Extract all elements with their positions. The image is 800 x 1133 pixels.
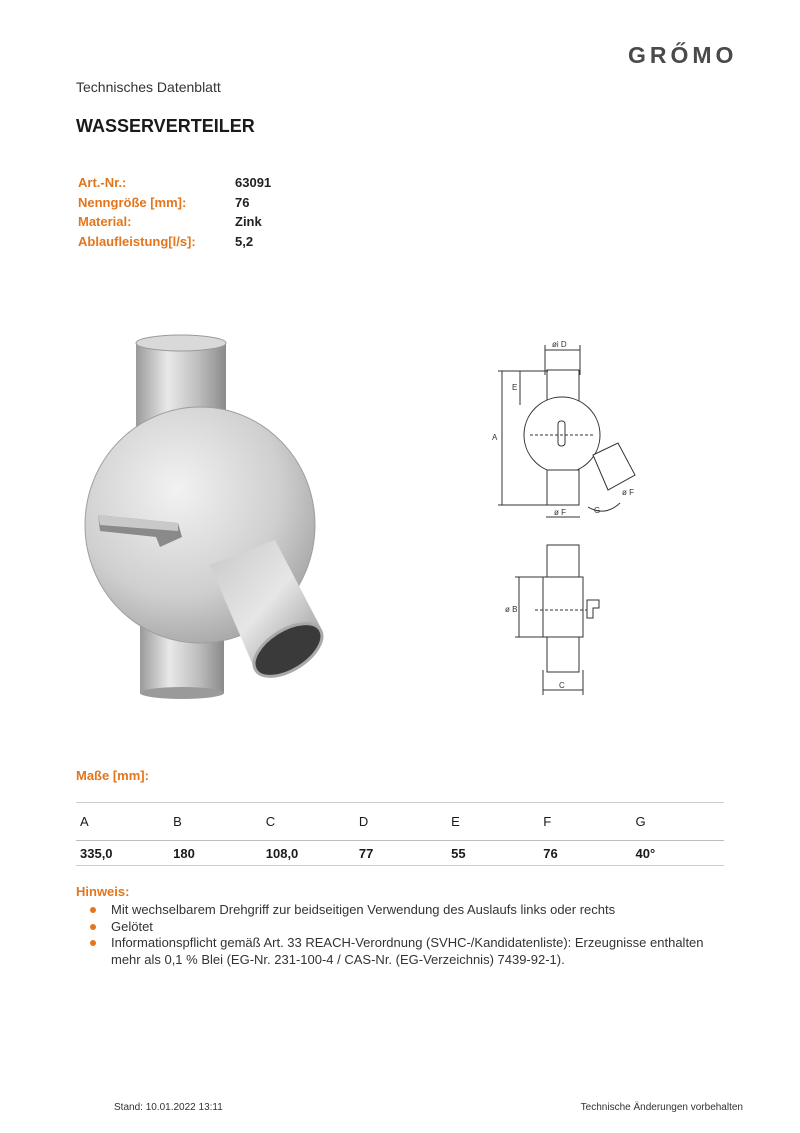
list-item	[90, 902, 710, 919]
notes-title: Hinweis:	[76, 884, 130, 899]
spec-value: Zink	[235, 214, 262, 229]
table-header-cell: B	[169, 803, 262, 841]
note-text: Informationspflicht gemäß Art. 33 REACH-Verordnung (SVHC-/Kandidatenliste): Erzeugnisse enthalten mehr als 0,1 % Blei (EG-Nr. 231-100-4 / CAS-Nr. (EG-Verzeichnis) 7439-92-1).	[111, 935, 704, 967]
table-cell: 76	[539, 841, 631, 866]
page-title: WASSERVERTEILER	[76, 116, 255, 136]
table-cell: 40°	[631, 841, 724, 866]
table-cell: 108,0	[262, 841, 355, 866]
table-cell: 55	[447, 841, 539, 866]
footer-note: Technische Änderungen vorbehalten	[580, 1102, 743, 1113]
document-type: Technisches Datenblatt	[76, 79, 221, 95]
table-row	[76, 841, 724, 866]
spec-value: 76	[235, 194, 250, 210]
table-header-row	[76, 803, 724, 841]
brand-logo: GRŐMO	[628, 42, 738, 68]
drawing-label-g: G	[594, 506, 601, 515]
product-photo	[60, 325, 360, 705]
dimensions-title: Maße [mm]:	[76, 768, 149, 783]
drawing-label-c: C	[559, 681, 565, 690]
list-item	[90, 919, 710, 936]
notes-list	[90, 902, 710, 968]
drawing-label-d: øi D	[552, 340, 567, 349]
table-cell: 335,0	[76, 841, 169, 866]
bullet-icon	[90, 907, 96, 913]
list-item	[90, 935, 710, 968]
table-header-cell: F	[539, 803, 631, 841]
spec-row-material	[78, 214, 271, 234]
footer-date: Stand: 10.01.2022 13:11	[114, 1102, 223, 1113]
spec-list	[78, 175, 271, 253]
drawing-label-a: A	[492, 433, 498, 442]
table-header-cell: C	[262, 803, 355, 841]
drawing-label-f-bottom: ø F	[554, 508, 566, 517]
technical-drawing-side	[495, 540, 635, 700]
table-cell: 77	[355, 841, 447, 866]
note-text: Gelötet	[111, 918, 153, 934]
spec-row-article	[78, 175, 271, 195]
spec-row-size	[78, 195, 271, 215]
table-header-cell: G	[631, 803, 724, 841]
drawing-label-f-side: ø F	[622, 488, 634, 497]
spec-label: Art.-Nr.:	[78, 175, 127, 190]
table-cell: 180	[169, 841, 262, 866]
spec-label: Ablaufleistung[l/s]:	[78, 233, 196, 249]
drawing-label-e: E	[512, 383, 518, 392]
table-header-cell: E	[447, 803, 539, 841]
spec-value: 5,2	[235, 233, 254, 249]
bullet-icon	[90, 940, 96, 946]
spec-row-flow	[78, 234, 271, 254]
technical-drawing-front	[490, 335, 650, 535]
spec-label: Material:	[78, 214, 132, 229]
drawing-label-b: ø B	[505, 605, 518, 614]
table-header-cell: D	[355, 803, 447, 841]
spec-value: 63091	[235, 175, 272, 190]
table-header-cell: A	[76, 803, 169, 841]
note-text: Mit wechselbarem Drehgriff zur beidseitigen Verwendung des Auslaufs links oder rechts	[111, 902, 616, 917]
bullet-icon	[90, 924, 96, 930]
spec-label: Nenngröße [mm]:	[78, 194, 187, 210]
dimensions-table	[76, 802, 724, 866]
